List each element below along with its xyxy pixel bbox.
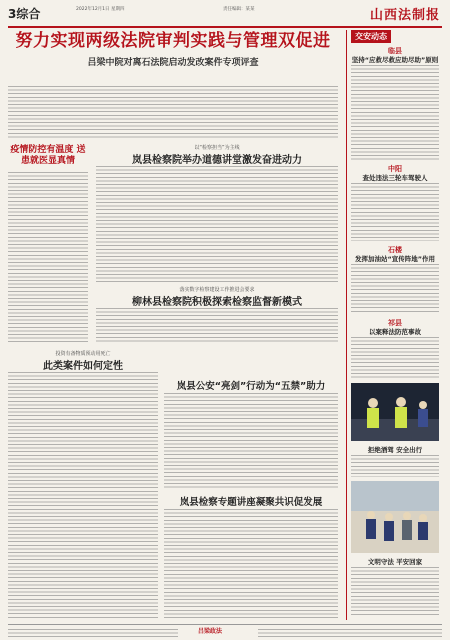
page-header	[8, 4, 442, 28]
lead-headline	[8, 30, 338, 68]
page-footer	[8, 624, 442, 639]
masthead: 山西法制报	[369, 8, 440, 23]
footer-right-text	[258, 629, 442, 637]
sidebar-place-linxian: 临县	[388, 47, 402, 55]
sidebar-place-shilou: 石楼	[388, 246, 402, 254]
article-4-kicker: 投资有备物质预动用死亡	[55, 351, 111, 357]
article-2-body	[96, 166, 338, 282]
footer-left-text	[8, 629, 178, 637]
sidebar-headline-4: 以案释法防范事故	[369, 328, 421, 336]
photo-2-text	[351, 567, 439, 617]
sidebar-body-4	[351, 337, 439, 379]
sidebar-body-2	[351, 183, 439, 241]
police-photo-1	[351, 383, 439, 441]
photo-2-caption: 文明守法 平安回家	[367, 558, 423, 566]
sidebar-headline-2: 查处违法三轮车驾驶人	[362, 174, 428, 182]
article-4-body	[8, 372, 158, 620]
article-1-body	[8, 172, 88, 344]
issue-info: 2022年12月1日 星期四	[76, 7, 125, 12]
sidebar-headline-3: 发挥加油站“宣传阵地”作用	[354, 255, 436, 263]
sidebar-body-1	[351, 65, 439, 160]
sidebar-place-zhongyang: 中阳	[388, 165, 402, 173]
footer-logo: 吕梁政法	[198, 628, 223, 635]
article-2-headline: 岚县检察院举办道德讲堂激发奋进动力	[132, 155, 302, 166]
article-4-headline: 此类案件如何定性	[43, 361, 123, 372]
article-6-headline: 岚县检察专题讲座凝聚共识促发展	[179, 497, 323, 508]
article-5-headline: 岚县公安“亮剑”行动为“五禁”助力	[176, 381, 326, 392]
page-number: 3综合	[8, 7, 41, 21]
article-3-headline: 柳林县检察院积极探索检察监督新模式	[132, 297, 302, 308]
editor-info: 责任编辑：某某	[223, 7, 255, 12]
article-6-body	[164, 509, 338, 620]
lead-body-text	[8, 86, 338, 140]
sidebar-place-qixian: 祁县	[388, 319, 402, 327]
traffic-sidebar	[346, 30, 443, 620]
article-5-body	[164, 393, 338, 488]
article-3-kicker: 落实数字检察建设工作推进会要求	[179, 287, 255, 293]
sidebar-tag: 交安动态	[351, 30, 391, 43]
article-1-headline: 疫情防控有温度 送患就医显真情	[10, 145, 86, 166]
photo-1-text	[351, 455, 439, 477]
article-3-body	[96, 308, 338, 344]
lead-title: 努力实现两级法院审判实践与管理双促进	[15, 31, 331, 51]
police-photo-2	[351, 481, 439, 553]
article-2-kicker: 以“检察担当”为主线	[194, 145, 240, 151]
sidebar-body-3	[351, 264, 439, 314]
lead-subtitle: 吕梁中院对离石法院启动发改案件专项评查	[87, 58, 259, 68]
sidebar-headline-1: 坚持“应救尽救应助尽助”原则	[351, 56, 439, 64]
photo-1-caption: 拒绝酒驾 安全出行	[367, 446, 423, 454]
